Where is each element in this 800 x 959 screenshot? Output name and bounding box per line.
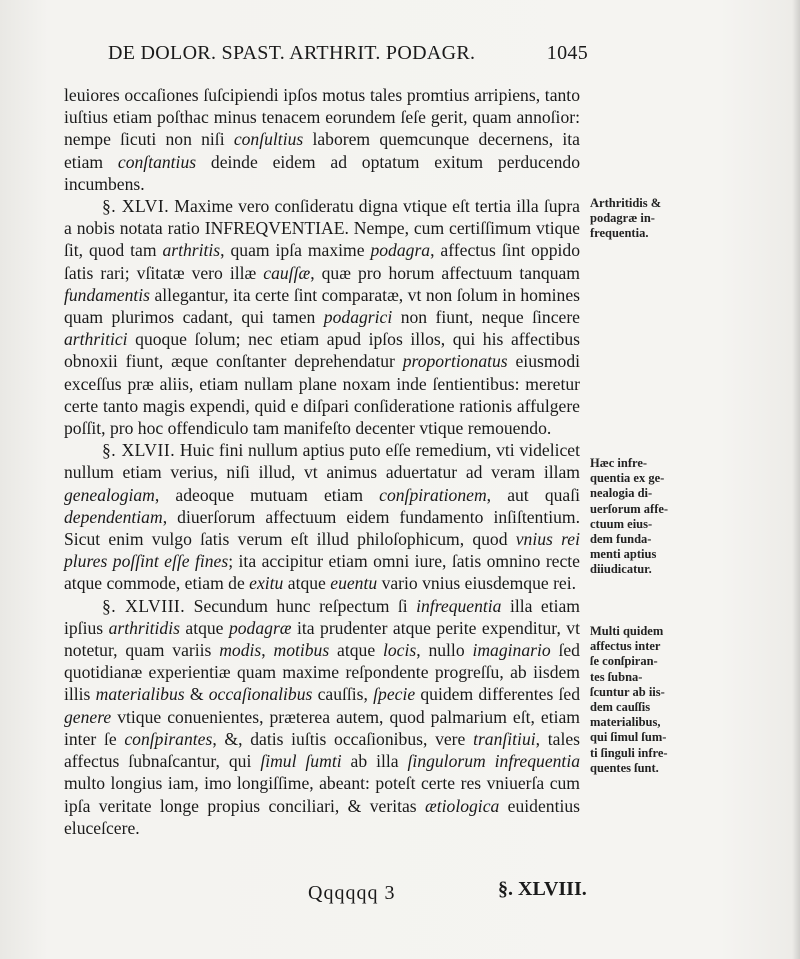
marginal-note-3 bbox=[590, 624, 690, 776]
marginal-note-line: Multi quidem bbox=[590, 624, 664, 638]
marginal-note-1 bbox=[590, 196, 690, 242]
marginal-note-line: menti aptius bbox=[590, 547, 657, 562]
marginal-note-line: podagræ in- bbox=[590, 211, 655, 226]
paragraph-section-48: §. XLVIII. Secundum hunc reſpectum ſi infrequentia illa etiam ipſius arthritidis atque podagræ ita prudenter atque perite expenditur, vt notetur, quam variis modis, motibus atque locis, nullo imaginario ſed quotidianæ experientiæ quam maxime reſpondente progreſſu, ab iisdem illis materialibus & occaſionalibus cauſſis, ſpecie quidem differentes ſed genere vtique conuenientes, præterea autem, quod palmarium eſt, etiam inter ſe conſpirantes, &, datis iuſtis occaſionibus, vere tranſitiui, tales affectus ſubnaſcantur, qui ſimul ſumti ab illa ſingulorum infrequentia multo longius iam, imo longiſſime, abeant: poteſt certe res vniuerſa cum ipſa veritate longe propius conciliari, & veritas ætiologica euidentius eluceſcere. bbox=[64, 595, 581, 838]
marginal-note-line: quentia ex ge- bbox=[590, 471, 665, 486]
main-text-block bbox=[64, 84, 580, 839]
marginal-note-line: ſcuntur ab iis- bbox=[590, 684, 665, 699]
page-edge-shadow bbox=[792, 0, 800, 959]
paragraph-continuation: leuiores occaſiones ſuſcipiendi ipſos motus tales promtius arripiens, tanto iuſtius etiam poſthac minus tenacem eorundem ſeſe gerit, quam annoſior: nempe ſicuti non niſi conſultius laborem quemcunque decernens, ita etiam conſtantius deinde eidem ad optatum exitum perducendo incumbens. bbox=[64, 85, 580, 194]
page-header bbox=[108, 42, 588, 72]
marginal-note-line: Hæc infre- bbox=[590, 456, 648, 470]
marginal-note-line: nealogia di- bbox=[590, 486, 653, 501]
signature-mark: Qqqqqq 3 bbox=[308, 882, 396, 904]
marginal-note-line: affectus inter bbox=[590, 639, 661, 654]
marginal-note-line: ti ſinguli infre- bbox=[590, 745, 668, 760]
marginal-note-line: dem cauſſis bbox=[590, 700, 651, 715]
catchword: §. XLVIII. bbox=[498, 878, 587, 900]
marginal-note-line: uerſorum affe- bbox=[590, 501, 669, 516]
marginal-note-line: Arthritidis & bbox=[590, 196, 662, 210]
marginal-note-line: ctuum eius- bbox=[590, 516, 653, 531]
marginal-note-line: quentes ſunt. bbox=[590, 760, 659, 775]
marginal-note-line: ſe conſpiran- bbox=[590, 654, 658, 669]
paragraph-section-46: §. XLVI. Maxime vero conſideratu digna vtique eſt tertia illa ſupra a nobis notata ratio INFREQVENTIAE. Nempe, cum certiſſimum vtique ſit, quod tam arthritis, quam ipſa maxime podagra, affectus ſint oppido ſatis rari; vſitatæ vero illæ cauſſæ, quæ pro horum affectuum tanquam fundamentis allegantur, ita certe ſint comparatæ, vt non ſolum in homines quam plurimos cadant, qui tamen podagrici non fiunt, neque ſincere arthritici quoque ſolum; nec etiam apud ipſos illos, qui his affectibus obnoxii fiunt, æque conſtanter deprehendatur proportionatus eiusmodi exceſſus præ aliis, etiam nullam plane noxam inde ſentientibus: meretur certe tanto magis expendi, quid e diſpari conſideratione rationis affulgere poſſit, pro hoc offendiculo tam manifeſto decenter vtique remouendo. bbox=[64, 196, 581, 439]
marginal-note-line: tes ſubna- bbox=[590, 669, 643, 684]
marginal-note-line: dem funda- bbox=[590, 532, 652, 547]
marginal-note-2 bbox=[590, 456, 690, 578]
page-number: 1045 bbox=[546, 42, 588, 64]
marginal-note-line: materialibus, bbox=[590, 715, 661, 730]
marginal-note-line: qui ſimul ſum- bbox=[590, 730, 667, 745]
paragraph-section-47: §. XLVII. Huic fini nullum aptius puto eſſe remedium, vti videlicet nullum etiam verius, niſi illud, vt animus aduertatur ad veram illam genealogiam, adeoque mutuam etiam conſpirationem, aut quaſi dependentiam, diuerſorum affectuum eidem fundamento inſiſtentium. Sicut enim vulgo ſatis verum eſt illud philoſophicum, quod vnius rei plures poſſint eſſe fines; ita accipitur etiam omni iure, ſatis omnino recte atque commode, etiam de exitu atque euentu vario vnius eiusdemque rei. bbox=[64, 440, 581, 594]
marginal-note-line: frequentia. bbox=[590, 226, 649, 241]
marginal-note-line: diiudicatur. bbox=[590, 562, 652, 577]
running-title: DE DOLOR. SPAST. ARTHRIT. PODAGR. bbox=[108, 42, 476, 64]
